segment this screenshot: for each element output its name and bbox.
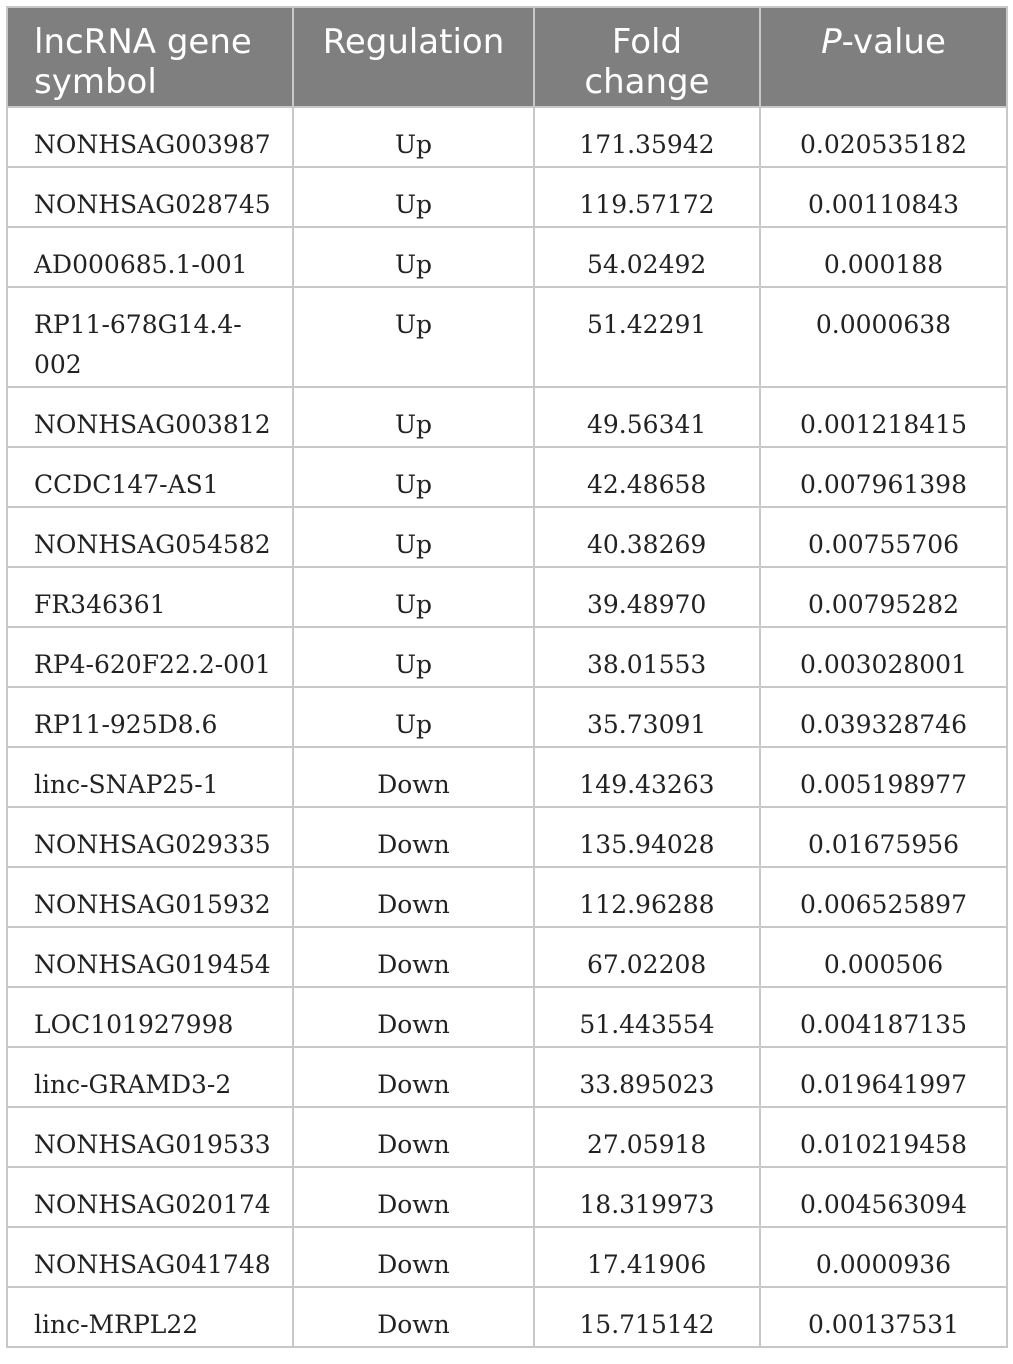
cell-fold-change bbox=[534, 107, 760, 167]
table-row bbox=[7, 627, 1007, 687]
fold-change-value: 27.05918 bbox=[587, 1130, 707, 1159]
header-p-italic: P bbox=[821, 22, 842, 62]
cell-fold-change bbox=[534, 1287, 760, 1347]
table-row bbox=[7, 987, 1007, 1047]
table-row bbox=[7, 227, 1007, 287]
cell-symbol: RP11-678G14.4-002 bbox=[7, 287, 293, 387]
cell-fold-change bbox=[534, 627, 760, 687]
cell-fold-change bbox=[534, 747, 760, 807]
cell-p-value: 0.005198977 bbox=[760, 747, 1007, 807]
table-row bbox=[7, 687, 1007, 747]
cell-regulation: Down bbox=[293, 1287, 534, 1347]
fold-change-value: 119.57172 bbox=[579, 190, 715, 219]
cell-p-value: 0.000506 bbox=[760, 927, 1007, 987]
cell-symbol: NONHSAG003812 bbox=[7, 387, 293, 447]
cell-symbol: linc-SNAP25-1 bbox=[7, 747, 293, 807]
table-row bbox=[7, 167, 1007, 227]
table-row bbox=[7, 567, 1007, 627]
cell-fold-change bbox=[534, 567, 760, 627]
cell-regulation: Down bbox=[293, 807, 534, 867]
fold-change-value: 54.02492 bbox=[587, 250, 707, 279]
header-p-value bbox=[760, 7, 1007, 107]
cell-p-value: 0.010219458 bbox=[760, 1107, 1007, 1167]
header-row bbox=[7, 7, 1007, 107]
table-container bbox=[6, 6, 1008, 1348]
cell-regulation: Up bbox=[293, 447, 534, 507]
cell-p-value: 0.0000936 bbox=[760, 1227, 1007, 1287]
cell-regulation: Up bbox=[293, 107, 534, 167]
fold-change-value: 35.73091 bbox=[587, 710, 707, 739]
cell-fold-change bbox=[534, 1047, 760, 1107]
table-row bbox=[7, 747, 1007, 807]
table-row bbox=[7, 1167, 1007, 1227]
table-row bbox=[7, 1287, 1007, 1347]
cell-symbol: NONHSAG054582 bbox=[7, 507, 293, 567]
cell-fold-change bbox=[534, 1227, 760, 1287]
cell-symbol: RP11-925D8.6 bbox=[7, 687, 293, 747]
header-fold-change: Fold change bbox=[534, 7, 760, 107]
cell-regulation: Down bbox=[293, 987, 534, 1047]
cell-p-value: 0.007961398 bbox=[760, 447, 1007, 507]
cell-symbol: CCDC147-AS1 bbox=[7, 447, 293, 507]
cell-p-value: 0.00795282 bbox=[760, 567, 1007, 627]
cell-p-value: 0.020535182 bbox=[760, 107, 1007, 167]
cell-fold-change bbox=[534, 687, 760, 747]
cell-symbol: linc-MRPL22 bbox=[7, 1287, 293, 1347]
cell-regulation: Down bbox=[293, 1167, 534, 1227]
cell-fold-change bbox=[534, 987, 760, 1047]
fold-change-value: 40.38269 bbox=[587, 530, 707, 559]
table-row bbox=[7, 1107, 1007, 1167]
table-row bbox=[7, 447, 1007, 507]
table-row bbox=[7, 1227, 1007, 1287]
cell-fold-change bbox=[534, 387, 760, 447]
table-row bbox=[7, 507, 1007, 567]
table-row bbox=[7, 927, 1007, 987]
cell-regulation: Up bbox=[293, 687, 534, 747]
fold-change-value: 15.715142 bbox=[579, 1310, 715, 1339]
cell-regulation: Down bbox=[293, 1107, 534, 1167]
cell-symbol: AD000685.1-001 bbox=[7, 227, 293, 287]
cell-symbol: NONHSAG020174 bbox=[7, 1167, 293, 1227]
fold-change-value: 38.01553 bbox=[587, 650, 707, 679]
header-symbol: lncRNA gene symbol bbox=[7, 7, 293, 107]
fold-change-value: 33.895023 bbox=[579, 1070, 715, 1099]
cell-regulation: Down bbox=[293, 867, 534, 927]
cell-p-value: 0.003028001 bbox=[760, 627, 1007, 687]
cell-regulation: Up bbox=[293, 287, 534, 387]
cell-p-value: 0.019641997 bbox=[760, 1047, 1007, 1107]
cell-regulation: Up bbox=[293, 387, 534, 447]
cell-symbol: NONHSAG003987 bbox=[7, 107, 293, 167]
cell-symbol: NONHSAG015932 bbox=[7, 867, 293, 927]
cell-regulation: Down bbox=[293, 1047, 534, 1107]
table-body bbox=[7, 107, 1007, 1347]
cell-p-value: 0.0000638 bbox=[760, 287, 1007, 387]
cell-regulation: Down bbox=[293, 927, 534, 987]
cell-regulation: Up bbox=[293, 627, 534, 687]
cell-symbol: RP4-620F22.2-001 bbox=[7, 627, 293, 687]
fold-change-value: 112.96288 bbox=[579, 890, 715, 919]
cell-fold-change bbox=[534, 227, 760, 287]
cell-p-value: 0.000188 bbox=[760, 227, 1007, 287]
cell-symbol: linc-GRAMD3-2 bbox=[7, 1047, 293, 1107]
cell-symbol: NONHSAG019533 bbox=[7, 1107, 293, 1167]
cell-symbol: NONHSAG029335 bbox=[7, 807, 293, 867]
cell-symbol: LOC101927998 bbox=[7, 987, 293, 1047]
fold-change-value: 39.48970 bbox=[587, 590, 707, 619]
fold-change-value: 149.43263 bbox=[579, 770, 715, 799]
fold-change-value: 135.94028 bbox=[579, 830, 715, 859]
table-row bbox=[7, 387, 1007, 447]
header-p-rest: -value bbox=[841, 22, 946, 62]
cell-fold-change bbox=[534, 167, 760, 227]
cell-p-value: 0.01675956 bbox=[760, 807, 1007, 867]
fold-change-value: 171.35942 bbox=[579, 130, 715, 159]
fold-change-value: 51.443554 bbox=[579, 1010, 715, 1039]
cell-symbol: NONHSAG019454 bbox=[7, 927, 293, 987]
cell-fold-change bbox=[534, 1107, 760, 1167]
header-regulation: Regulation bbox=[293, 7, 534, 107]
cell-fold-change bbox=[534, 507, 760, 567]
cell-fold-change bbox=[534, 447, 760, 507]
cell-regulation: Up bbox=[293, 507, 534, 567]
cell-symbol: FR346361 bbox=[7, 567, 293, 627]
fold-change-value: 67.02208 bbox=[587, 950, 707, 979]
table-header bbox=[7, 7, 1007, 107]
table-row bbox=[7, 107, 1007, 167]
cell-p-value: 0.00755706 bbox=[760, 507, 1007, 567]
cell-p-value: 0.004563094 bbox=[760, 1167, 1007, 1227]
cell-fold-change bbox=[534, 927, 760, 987]
table-row bbox=[7, 287, 1007, 387]
cell-fold-change bbox=[534, 287, 760, 387]
cell-p-value: 0.00137531 bbox=[760, 1287, 1007, 1347]
fold-change-value: 51.42291 bbox=[587, 310, 707, 339]
table-row bbox=[7, 1047, 1007, 1107]
cell-symbol: NONHSAG041748 bbox=[7, 1227, 293, 1287]
cell-regulation: Up bbox=[293, 167, 534, 227]
lncrna-table bbox=[6, 6, 1008, 1348]
cell-regulation: Up bbox=[293, 567, 534, 627]
cell-symbol: NONHSAG028745 bbox=[7, 167, 293, 227]
cell-p-value: 0.006525897 bbox=[760, 867, 1007, 927]
cell-regulation: Up bbox=[293, 227, 534, 287]
cell-p-value: 0.001218415 bbox=[760, 387, 1007, 447]
fold-change-value: 17.41906 bbox=[587, 1250, 707, 1279]
cell-regulation: Down bbox=[293, 747, 534, 807]
cell-p-value: 0.00110843 bbox=[760, 167, 1007, 227]
cell-p-value: 0.004187135 bbox=[760, 987, 1007, 1047]
cell-p-value: 0.039328746 bbox=[760, 687, 1007, 747]
table-row bbox=[7, 807, 1007, 867]
table-row bbox=[7, 867, 1007, 927]
cell-fold-change bbox=[534, 807, 760, 867]
fold-change-value: 18.319973 bbox=[579, 1190, 715, 1219]
fold-change-value: 49.56341 bbox=[587, 410, 707, 439]
cell-regulation: Down bbox=[293, 1227, 534, 1287]
cell-fold-change bbox=[534, 1167, 760, 1227]
cell-fold-change bbox=[534, 867, 760, 927]
fold-change-value: 42.48658 bbox=[587, 470, 707, 499]
